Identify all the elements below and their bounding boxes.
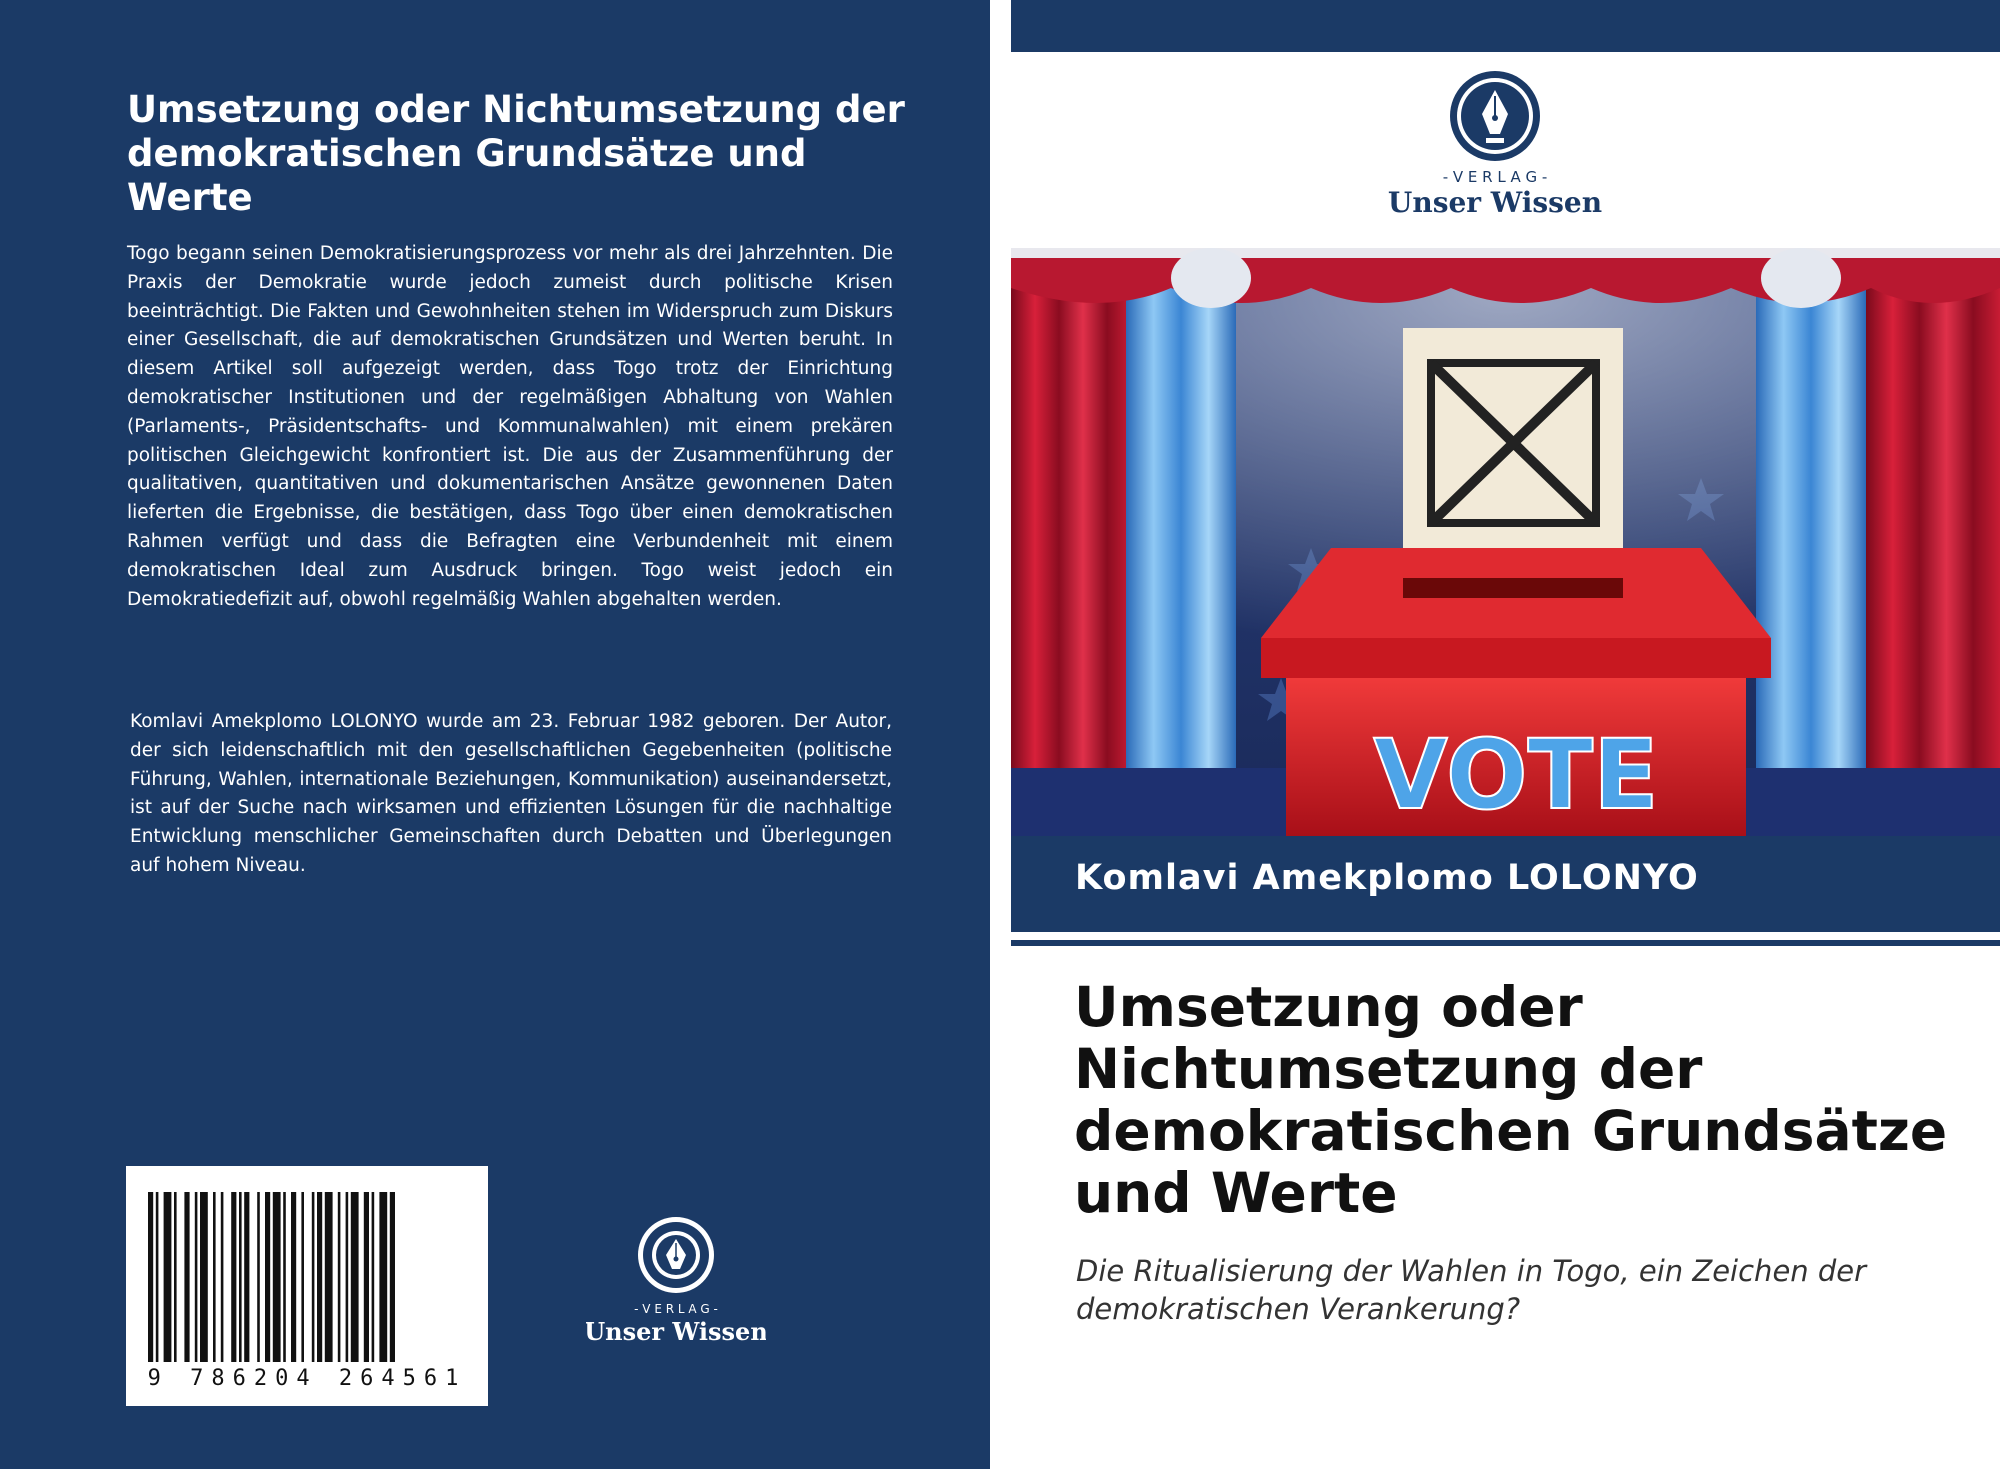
front-cover-subtitle: Die Ritualisierung der Wahlen in Togo, ein Zeichen der demokratischen Verankerung?: [1076, 1254, 1867, 1326]
barcode-bar: [221, 1192, 224, 1362]
barcode-bar: [351, 1192, 359, 1362]
spine: [990, 0, 1010, 1469]
back-cover: [0, 0, 990, 1469]
barcode-bar: [317, 1192, 322, 1362]
author-band: [1011, 836, 2000, 932]
publisher-seal-icon: [1380, 70, 1620, 220]
barcode-bar: [213, 1192, 216, 1362]
isbn-barcode: [126, 1166, 488, 1406]
barcode-bar: [301, 1192, 304, 1362]
front-publisher-logo: [1380, 70, 1620, 220]
author-bio: Komlavi Amekplomo LOLONYO wurde am 23. Februar 1982 geboren. Der Autor, der sich leidenschaftlich mit den gesellschaftlichen Gegebenheiten (politische Führung, Wahlen, internationale Beziehungen, Kommunikation) auseinandersetzt, ist auf der Suche nach wirksamen und effizienten Lösungen für die nachhaltige Entwicklung menschlicher Gemeinschaften durch Debatten und Überlegungen auf hohem Niveau.: [130, 711, 892, 876]
front-cover-title: Umsetzung oder Nichtumsetzung der demokratischen Grundsätze und Werte: [1074, 975, 1948, 1225]
front-top-bar: [1011, 0, 2000, 52]
publisher-seal-icon: [586, 1215, 766, 1355]
barcode-bar: [273, 1192, 281, 1362]
barcode-bar: [265, 1192, 270, 1362]
barcode-bar: [325, 1192, 333, 1362]
barcode-bar: [312, 1192, 315, 1362]
barcode-bar: [379, 1192, 387, 1362]
ballot-box-illustration: [1011, 248, 2000, 836]
barcode-bar: [195, 1192, 198, 1362]
barcode-bar: [257, 1192, 260, 1362]
author-name: Komlavi Amekplomo LOLONYO: [1075, 858, 1699, 898]
back-cover-title: Umsetzung oder Nichtumsetzung der demokratischen Grundsätze und Werte: [127, 88, 905, 219]
barcode-bar: [200, 1192, 208, 1362]
front-publisher-label: - V E R L A G -: [1442, 168, 1548, 186]
barcode-bar: [283, 1192, 286, 1362]
barcode-bar: [244, 1192, 249, 1362]
barcode-bar: [231, 1192, 236, 1362]
barcode-bars: [126, 1166, 488, 1366]
barcode-bar: [346, 1192, 349, 1362]
back-publisher-logo: [586, 1215, 766, 1355]
barcode-bar: [174, 1192, 177, 1362]
barcode-bar: [156, 1192, 159, 1362]
back-cover-blurb: Togo begann seinen Demokratisierungsprozess vor mehr als drei Jahrzehnten. Die Praxis der Demokratie wurde jedoch zumeist durch politische Krisen beeinträchtigt. Die Fakten und Gewohnheiten stehen im Widerspruch zum Diskurs einer Gesellschaft, die auf demokratischen Grundsätzen und Werten beruht. In diesem Artikel soll aufgezeigt werden, dass Togo trotz der Einrichtung demokratischer Institutionen und der regelmäßigen Abhaltung von Wahlen (Parlaments-, Präsidentschafts- und Kommunalwahlen) mit einem prekären politischen Gleichgewicht konfrontiert ist. Die aus der Zusammenführung der qualitativen, quantitativen und dokumentarischen Ansätze gewonnenen Daten lieferten die Ergebnisse, die bestätigen, dass Togo über einen demokratischen Rahmen verfügt und dass die Befragten eine Verbundenheit mit einem demokratischen Ideal zum Ausdruck bringen. Togo weist jedoch ein Demokratiedefizit auf, obwohl regelmäßig Wahlen abgehalten werden.: [127, 243, 893, 610]
barcode-bar: [291, 1192, 296, 1362]
barcode-bar: [338, 1192, 341, 1362]
barcode-bar: [364, 1192, 369, 1362]
vote-label: VOTE: [1373, 719, 1659, 831]
barcode-bar: [372, 1192, 375, 1362]
divider-bar: [1011, 940, 2000, 946]
barcode-bar: [148, 1192, 153, 1362]
barcode-bar: [239, 1192, 242, 1362]
barcode-bar: [390, 1192, 395, 1362]
back-publisher-name: Unser Wissen: [586, 1317, 766, 1346]
barcode-bar: [164, 1192, 172, 1362]
front-publisher-name: Unser Wissen: [1387, 186, 1603, 219]
isbn-digits: 9 786204 264561: [147, 1366, 467, 1391]
barcode-bar: [184, 1192, 189, 1362]
cover-illustration: [1011, 248, 2000, 836]
back-publisher-label: - V E R L A G -: [634, 1302, 718, 1316]
